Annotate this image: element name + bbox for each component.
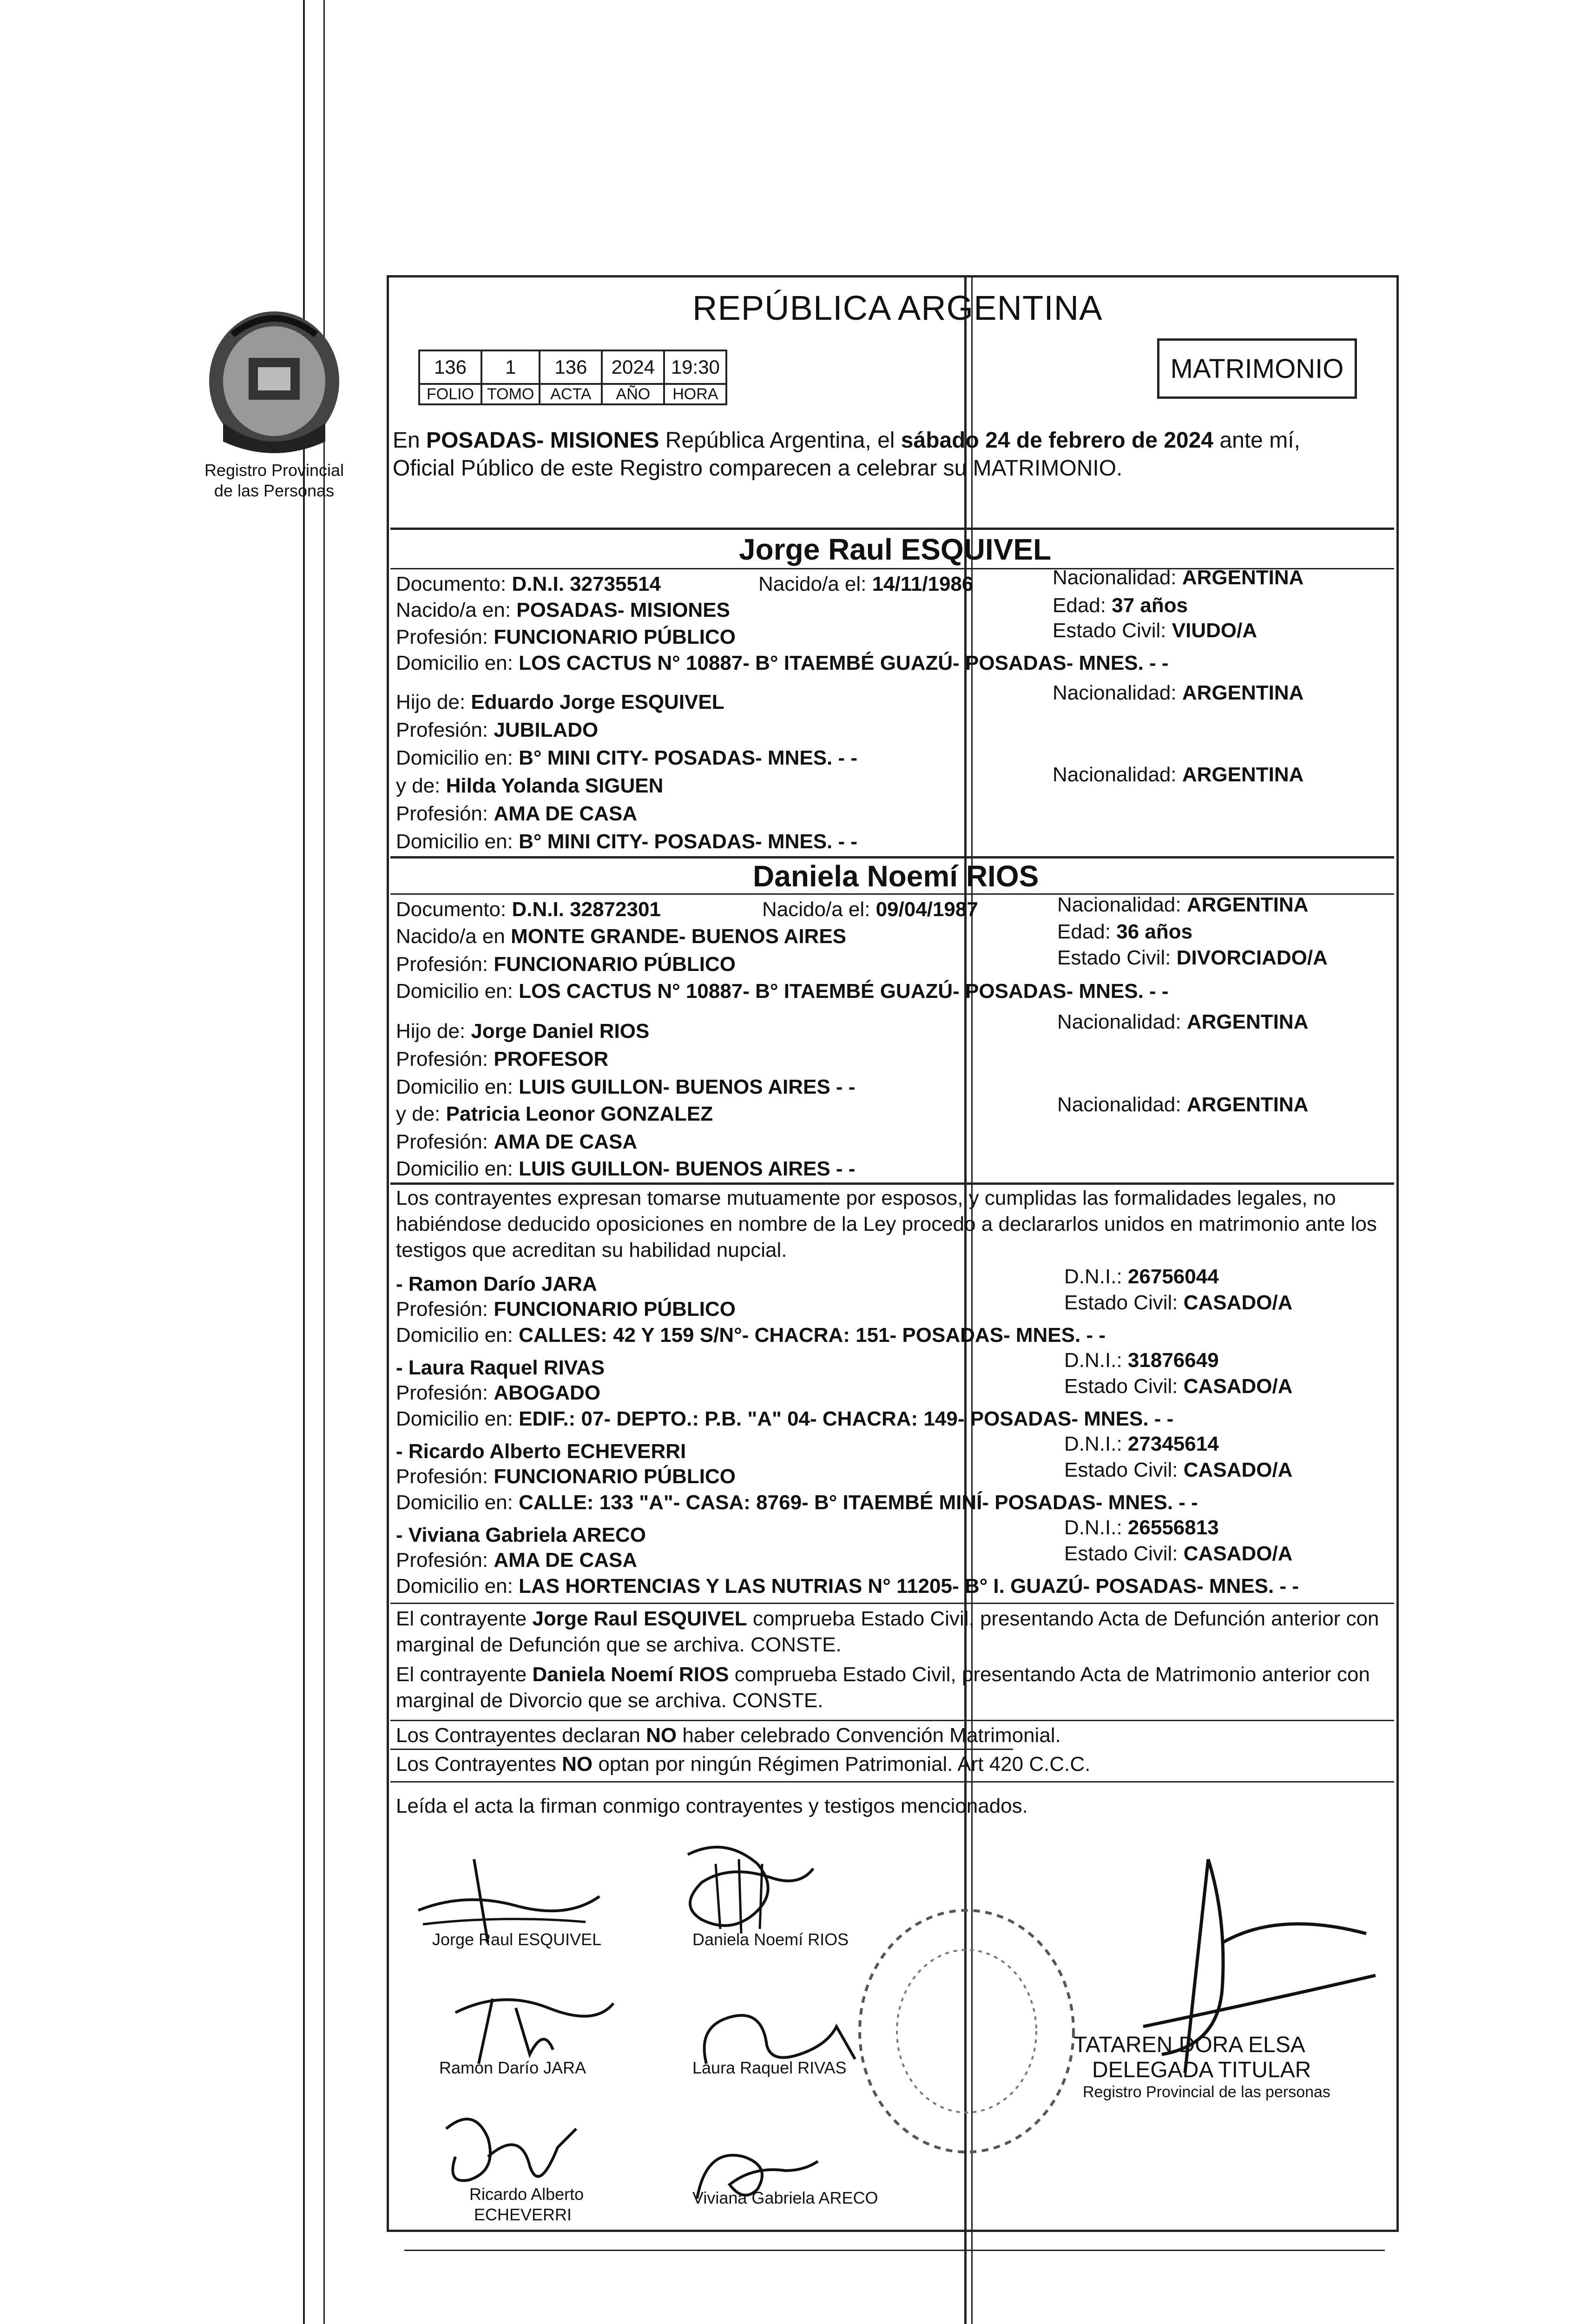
witness-dni: D.N.I.: 27345614 xyxy=(1064,1433,1219,1455)
provincia-misiones-emblem xyxy=(204,307,344,460)
spouse2-age: Edad: 36 años xyxy=(1057,920,1193,943)
intro-date: sábado 24 de febrero de 2024 xyxy=(901,428,1214,453)
witness-name: - Laura Raquel RIVAS xyxy=(396,1356,605,1379)
spouse2-father-nationality: Nacionalidad: ARGENTINA xyxy=(1057,1010,1309,1033)
section-divider xyxy=(390,1749,1013,1750)
spouse2-civil-status: Estado Civil: DIVORCIADO/A xyxy=(1057,946,1328,969)
spouse2-mother-nationality: Nacionalidad: ARGENTINA xyxy=(1057,1093,1309,1116)
register-table xyxy=(418,350,727,405)
acta-value: 136 xyxy=(540,350,602,384)
folio-value: 136 xyxy=(419,350,481,384)
spouse1-mother-profession: Profesión: AMA DE CASA xyxy=(396,802,638,825)
spouse2-birthdate: Nacido/a el: 09/04/1987 xyxy=(762,898,978,921)
signature-label: Ricardo Alberto xyxy=(469,2185,584,2204)
signature-label: Daniela Noemí RIOS xyxy=(692,1930,849,1949)
witness-profession: Profesión: FUNCIONARIO PÚBLICO xyxy=(396,1298,736,1320)
intro-text: ante mí, xyxy=(1213,428,1300,453)
witness-civil-status: Estado Civil: CASADO/A xyxy=(1064,1291,1293,1314)
section-divider xyxy=(390,856,1394,858)
spouse1-address: Domicilio en: LOS CACTUS N° 10887- B° ITAEMBÉ GUAZÚ- POSADAS- MNES. - - xyxy=(396,652,1169,674)
official-title: DELEGADA TITULAR xyxy=(1092,2058,1311,2082)
spouse1-mother: y de: Hilda Yolanda SIGUEN xyxy=(396,774,664,797)
witness-profession: Profesión: FUNCIONARIO PÚBLICO xyxy=(396,1465,736,1488)
signature-label: Ramon Darío JARA xyxy=(439,2058,586,2077)
spouse2-documento: Documento: D.N.I. 32872301 xyxy=(396,898,661,921)
spouse1-age: Edad: 37 años xyxy=(1053,594,1188,617)
act-type-box: MATRIMONIO xyxy=(1157,338,1357,399)
registry-round-stamp xyxy=(846,1896,1087,2166)
section-divider xyxy=(390,1781,1394,1783)
witness-name: - Ricardo Alberto ECHEVERRI xyxy=(396,1440,686,1463)
witness-dni: D.N.I.: 26756044 xyxy=(1064,1265,1219,1288)
spouse1-father-address: Domicilio en: B° MINI CITY- POSADAS- MNES. - - xyxy=(396,746,858,769)
witness-civil-status: Estado Civil: CASADO/A xyxy=(1064,1375,1293,1398)
spouse2-mother-address: Domicilio en: LUIS GUILLON- BUENOS AIRES - - xyxy=(396,1157,856,1180)
signature-ramon-jara xyxy=(437,1971,623,2073)
spouse1-mother-nationality: Nacionalidad: ARGENTINA xyxy=(1053,763,1304,786)
witness-name: - Ramon Darío JARA xyxy=(396,1273,597,1295)
registry-side-label xyxy=(177,460,372,501)
year-value: 2024 xyxy=(602,350,664,384)
registry-side-line: Registro Provincial xyxy=(204,461,344,480)
witness-profession: Profesión: ABOGADO xyxy=(396,1381,601,1404)
spouse2-birthplace: Nacido/a en MONTE GRANDE- BUENOS AIRES xyxy=(396,925,847,948)
note-convention: Los Contrayentes declaran NO haber celebrado Convención Matrimonial. xyxy=(396,1724,1061,1747)
spouse1-civil-status: Estado Civil: VIUDO/A xyxy=(1053,619,1257,642)
hour-value: 19:30 xyxy=(664,350,726,384)
spouse1-birthplace: Nacido/a en: POSADAS- MISIONES xyxy=(396,599,730,621)
note-spouse2: El contrayente Daniela Noemí RIOS comprueba Estado Civil, presentando Acta de Matrimonio anterior con marginal de Divorcio que se archiva. CONSTE. xyxy=(396,1663,1370,1712)
closing-text: Leída el acta la firman conmigo contrayentes y testigos mencionados. xyxy=(396,1795,1028,1817)
section-divider xyxy=(390,1182,1394,1185)
spouse2-mother-profession: Profesión: AMA DE CASA xyxy=(396,1130,638,1153)
intro-paragraph xyxy=(393,427,1392,482)
spouse2-mother: y de: Patricia Leonor GONZALEZ xyxy=(396,1103,713,1125)
witness-address: Domicilio en: LAS HORTENCIAS Y LAS NUTRIAS N° 11205- B° I. GUAZÚ- POSADAS- MNES. - - xyxy=(396,1575,1299,1598)
spouse2-nationality: Nacionalidad: ARGENTINA xyxy=(1057,893,1309,916)
section-divider xyxy=(390,528,1394,530)
spouse2-name: Daniela Noemí RIOS xyxy=(753,859,1039,893)
witness-dni: D.N.I.: 26556813 xyxy=(1064,1516,1219,1539)
declaration-paragraph: Los contrayentes expresan tomarse mutuamente por esposos, y cumplidas las formalidades legales, no habiéndose deducido oposiciones en nombre de la Ley procedo a declararlos unidos en matrimonio ante los testigos que acreditan su habilidad nupcial. xyxy=(396,1187,1377,1261)
year-label: AÑO xyxy=(602,384,664,404)
spouse2-father: Hijo de: Jorge Daniel RIOS xyxy=(396,1020,650,1043)
signature-label: Jorge Raul ESQUIVEL xyxy=(432,1930,602,1949)
section-divider xyxy=(390,1603,1394,1604)
witness-address: Domicilio en: CALLE: 133 "A"- CASA: 8769- B° ITAEMBÉ MINÍ- POSADAS- MNES. - - xyxy=(396,1491,1198,1514)
intro-text: República Argentina, el xyxy=(659,428,901,453)
signature-label: Viviana Gabriela ARECO xyxy=(692,2188,878,2207)
intro-place: POSADAS- MISIONES xyxy=(426,428,659,453)
official-name: TATAREN DORA ELSA xyxy=(1073,2033,1305,2057)
country-title: REPÚBLICA ARGENTINA xyxy=(692,289,1103,327)
spouse2-father-address: Domicilio en: LUIS GUILLON- BUENOS AIRES - - xyxy=(396,1076,856,1098)
spouse1-nationality: Nacionalidad: ARGENTINA xyxy=(1053,566,1304,589)
witness-dni: D.N.I.: 31876649 xyxy=(1064,1349,1219,1372)
intro-text: Oficial Público de este Registro comparecen a celebrar su MATRIMONIO. xyxy=(393,456,1123,481)
spouse1-name: Jorge Raul ESQUIVEL xyxy=(739,533,1052,566)
signature-label: ECHEVERRI xyxy=(474,2205,572,2224)
witness-profession: Profesión: AMA DE CASA xyxy=(396,1549,638,1571)
folio-label: FOLIO xyxy=(419,384,481,404)
spouse1-mother-address: Domicilio en: B° MINI CITY- POSADAS- MNES. - - xyxy=(396,830,858,853)
signature-label: Laura Raquel RIVAS xyxy=(692,2058,847,2077)
spouse1-profession: Profesión: FUNCIONARIO PÚBLICO xyxy=(396,626,736,648)
witness-civil-status: Estado Civil: CASADO/A xyxy=(1064,1459,1293,1481)
section-divider xyxy=(390,1720,1394,1721)
acta-label: ACTA xyxy=(540,384,602,404)
witness-civil-status: Estado Civil: CASADO/A xyxy=(1064,1542,1293,1565)
spouse2-address: Domicilio en: LOS CACTUS N° 10887- B° ITAEMBÉ GUAZÚ- POSADAS- MNES. - - xyxy=(396,980,1169,1003)
registry-side-line: de las Personas xyxy=(214,481,335,500)
spouse1-birthdate: Nacido/a el: 14/11/1986 xyxy=(758,573,974,595)
intro-text: En xyxy=(393,428,427,453)
official-registry: Registro Provincial de las personas xyxy=(1083,2083,1330,2101)
spouse1-father-nationality: Nacionalidad: ARGENTINA xyxy=(1053,681,1304,704)
spouse1-father: Hijo de: Eduardo Jorge ESQUIVEL xyxy=(396,691,724,713)
tomo-label: TOMO xyxy=(481,384,540,404)
witness-address: Domicilio en: CALLES: 42 Y 159 S/N°- CHACRA: 151- POSADAS- MNES. - - xyxy=(396,1324,1106,1347)
note-regime: Los Contrayentes NO optan por ningún Régimen Patrimonial. Art 420 C.C.C. xyxy=(396,1753,1091,1776)
witness-name: - Viviana Gabriela ARECO xyxy=(396,1524,646,1546)
hour-label: HORA xyxy=(664,384,726,404)
tomo-value: 1 xyxy=(481,350,540,384)
spouse1-father-profession: Profesión: JUBILADO xyxy=(396,719,599,741)
spouse2-father-profession: Profesión: PROFESOR xyxy=(396,1048,609,1070)
bottom-rule xyxy=(404,2250,1385,2251)
spouse2-profession: Profesión: FUNCIONARIO PÚBLICO xyxy=(396,953,736,976)
spouse1-documento: Documento: D.N.I. 32735514 xyxy=(396,573,661,595)
witness-address: Domicilio en: EDIF.: 07- DEPTO.: P.B. "A" 04- CHACRA: 149- POSADAS- MNES. - - xyxy=(396,1407,1174,1430)
note-spouse1: El contrayente Jorge Raul ESQUIVEL comprueba Estado Civil, presentando Acta de Defunción anterior con marginal de Defunción que se archiva. CONSTE. xyxy=(396,1607,1379,1656)
